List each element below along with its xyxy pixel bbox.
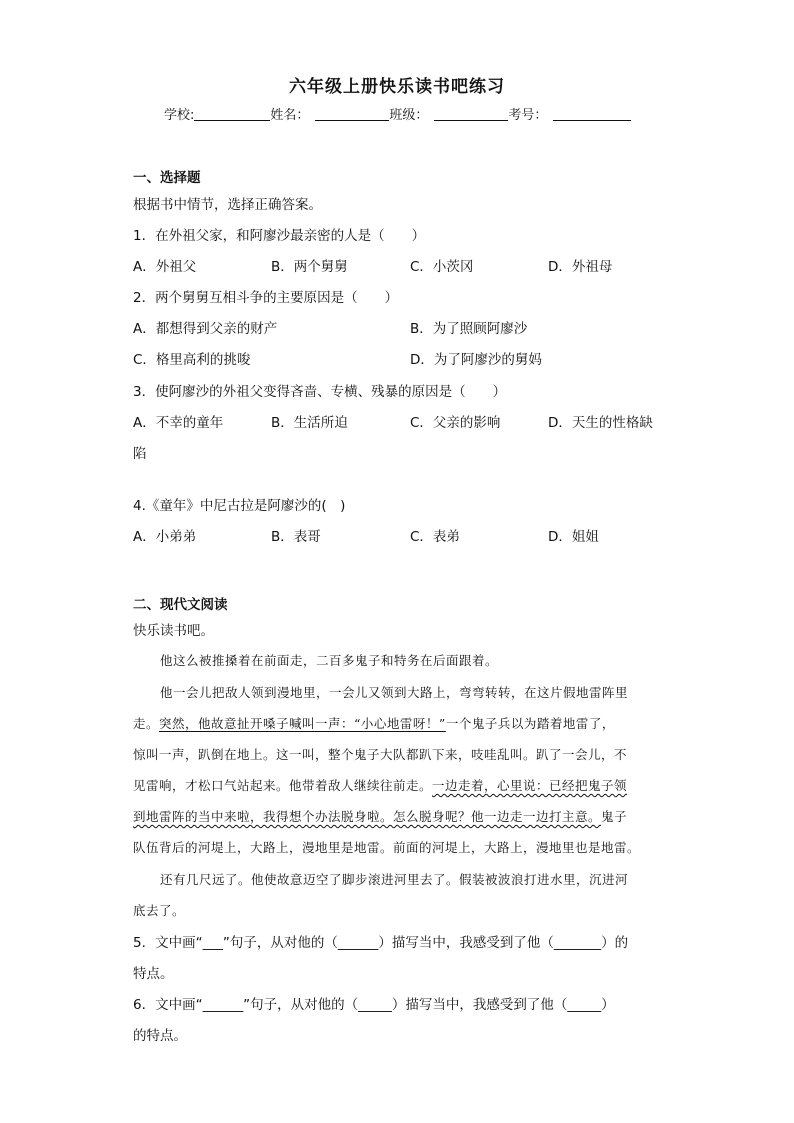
question-5-text-cont: 特点。 <box>133 966 174 982</box>
wavy-underlined-sentence: 一边走着，心里说：已经把鬼子领 <box>432 778 628 793</box>
passage-line <box>133 807 627 825</box>
q3-option-b[interactable]: B．生活所迫 <box>271 415 348 431</box>
q4-option-d[interactable]: D．姐姐 <box>548 529 599 545</box>
passage-line <box>133 714 615 732</box>
passage-line: 他这么被推搡着在前面走，二百多鬼子和特务在后面跟着。 <box>160 653 499 668</box>
passage-text: 一个鬼子兵以为踏着地雷了， <box>445 716 615 731</box>
question-6-text: 6．文中画“______”句子，从对他的（_____）描写当中，我感受到了他（_____） <box>133 997 615 1013</box>
reading-instruction: 快乐读书吧。 <box>133 623 214 639</box>
question-2-stem: 2．两个舅舅互相斗争的主要原因是（ ） <box>133 290 399 306</box>
passage-text: 走。 <box>133 716 160 731</box>
section-heading-choice: 一、选择题 <box>133 170 201 186</box>
q2-option-a[interactable]: A．都想得到父亲的财产 <box>133 321 278 337</box>
name-blank[interactable] <box>315 106 389 121</box>
question-4-stem: 4.《童年》中尼古拉是阿廖沙的( ) <box>133 498 346 514</box>
straight-underlined-sentence: 突然，他故意扯开嗓子喊叫一声：“小心地雷呀！” <box>159 716 446 731</box>
q4-option-a[interactable]: A．小弟弟 <box>133 529 197 545</box>
q1-option-b[interactable]: B．两个舅舅 <box>271 259 348 275</box>
passage-line: 惊叫一声，趴倒在地上。这一叫，整个鬼子大队都趴下来，吱哇乱叫。趴了一会儿，不 <box>133 747 628 762</box>
section-instruction: 根据书中情节，选择正确答案。 <box>133 197 322 213</box>
exam-no-blank[interactable] <box>553 106 631 121</box>
q4-option-c[interactable]: C．表弟 <box>410 529 460 545</box>
school-label: 学校: <box>164 108 195 123</box>
class-blank[interactable] <box>434 106 508 121</box>
passage-line: 还有几尺远了。他使故意迈空了脚步滚进河里去了。假装被波浪打进水里，沉进河 <box>160 872 629 887</box>
passage-line: 队伍背后的河堤上，大路上，漫地里是地雷。前面的河堤上，大路上，漫地里也是地雷。 <box>133 840 641 855</box>
q2-option-d[interactable]: D．为了阿廖沙的舅妈 <box>410 352 542 368</box>
q1-option-d[interactable]: D．外祖母 <box>548 259 613 275</box>
q3-option-d-wrap: 陷 <box>133 446 147 462</box>
question-3-stem: 3．使阿廖沙的外祖父变得吝啬、专横、残暴的原因是（ ） <box>133 384 507 400</box>
passage-line: 他一会儿把敌人领到漫地里，一会儿又领到大路上，弯弯转转，在这片假地雷阵里 <box>160 685 629 700</box>
q2-option-c[interactable]: C．格里高利的挑唆 <box>133 352 251 368</box>
passage-text: 见雷响，才松口气站起来。他带着敌人继续往前走。 <box>133 778 433 793</box>
q3-option-a[interactable]: A．不幸的童年 <box>133 415 224 431</box>
section-heading-reading: 二、现代文阅读 <box>133 597 228 613</box>
q3-option-d[interactable]: D．天生的性格缺 <box>548 415 653 431</box>
question-5-text: 5．文中画“___”句子，从对他的（______）描写当中，我感受到了他（_______）的 <box>133 935 629 951</box>
exam-no-label: 考号： <box>508 108 548 123</box>
q1-option-a[interactable]: A．外祖父 <box>133 259 197 275</box>
passage-text: 鬼子 <box>601 809 628 824</box>
question-1-stem: 1．在外祖父家，和阿廖沙最亲密的人是（ ） <box>133 228 426 244</box>
question-6-text-cont: 的特点。 <box>133 1028 187 1044</box>
page-title: 六年级上册快乐读书吧练习 <box>289 77 505 97</box>
name-label: 姓名： <box>270 108 310 123</box>
q4-option-b[interactable]: B．表哥 <box>271 529 321 545</box>
wavy-underlined-sentence: 到地雷阵的当中来啦，我得想个办法脱身啦。怎么脱身呢？他一边走一边打主意。 <box>133 809 602 824</box>
q1-option-c[interactable]: C．小茨冈 <box>410 259 474 275</box>
q3-option-c[interactable]: C．父亲的影响 <box>410 415 501 431</box>
student-info-line <box>164 104 631 123</box>
class-label: 班级： <box>389 108 429 123</box>
school-blank[interactable] <box>194 106 270 121</box>
passage-line: 底去了。 <box>133 903 186 918</box>
q2-option-b[interactable]: B．为了照顾阿廖沙 <box>410 321 528 337</box>
passage-line <box>133 776 627 794</box>
